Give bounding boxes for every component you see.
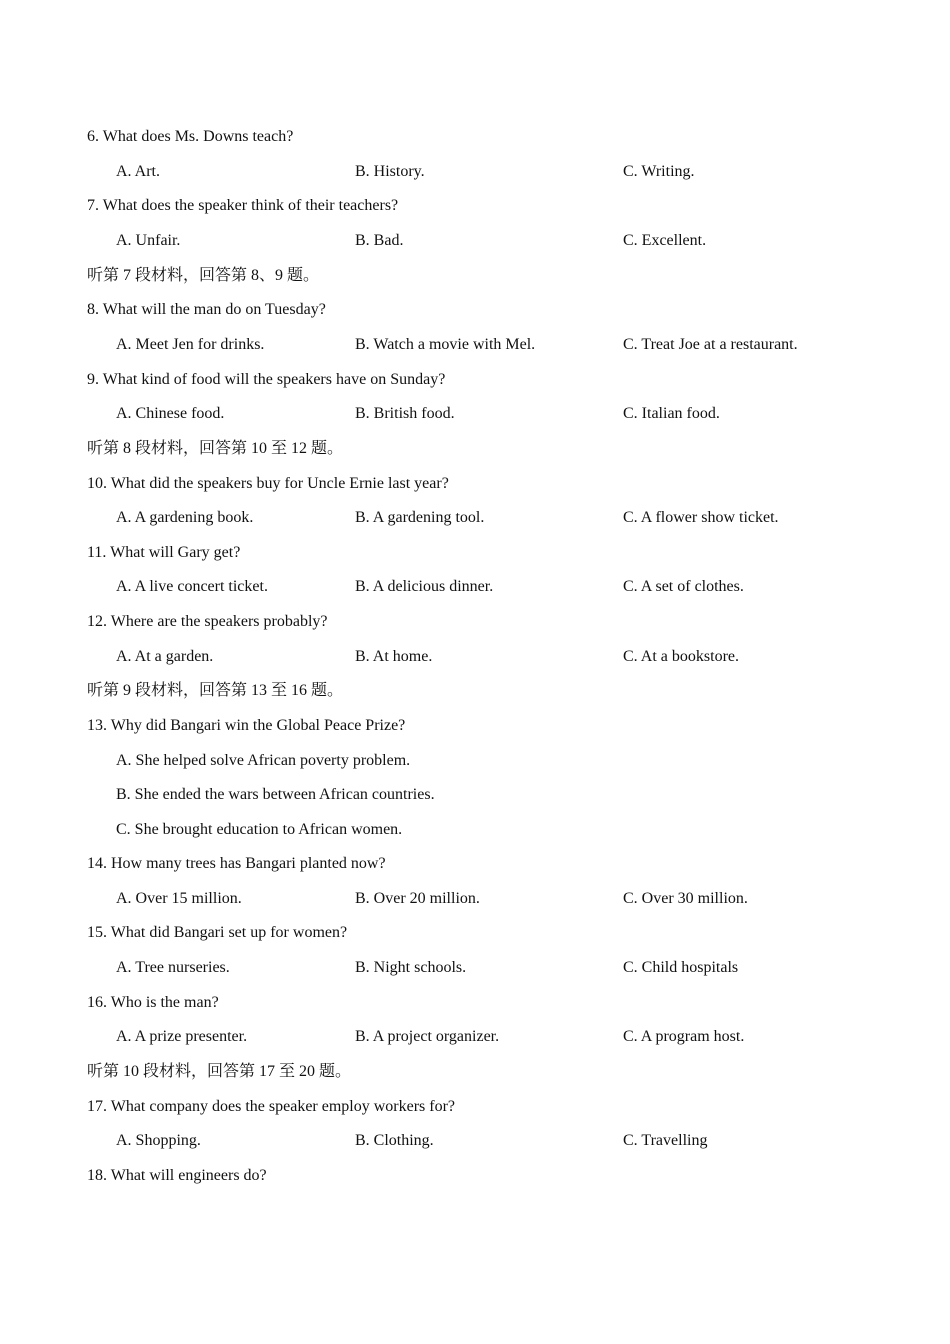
- option-a-13: A. She helped solve African poverty problem.: [116, 752, 411, 769]
- question-18: 18. What will engineers do?: [87, 1167, 267, 1184]
- option-c: C. Italian food.: [623, 405, 720, 422]
- options-row-16: [87, 1026, 867, 1048]
- option-a: A. Shopping.: [116, 1132, 201, 1149]
- option-a: A. At a garden.: [116, 648, 214, 665]
- option-b: B. Bad.: [355, 232, 404, 249]
- option-c: C. Child hospitals: [623, 959, 739, 976]
- question-11: 11. What will Gary get?: [87, 544, 241, 561]
- option-c: C. Travelling: [623, 1132, 708, 1149]
- options-row-12: [87, 646, 867, 668]
- option-a: A. Over 15 million.: [116, 890, 242, 907]
- option-b: B. A project organizer.: [355, 1028, 500, 1045]
- option-a: A. Unfair.: [116, 232, 181, 249]
- section-heading-9: 听第 9 段材料，回答第 13 至 16 题。: [87, 682, 344, 699]
- question-7: 7. What does the speaker think of their teachers?: [87, 197, 399, 214]
- question-16: 16. Who is the man?: [87, 994, 219, 1011]
- section-heading-8: 听第 8 段材料，回答第 10 至 12 题。: [87, 440, 344, 457]
- option-c-13: C. She brought education to African women.: [116, 821, 403, 838]
- option-b: B. A gardening tool.: [355, 509, 485, 526]
- options-row-14: [87, 888, 867, 910]
- option-c: C. At a bookstore.: [623, 648, 739, 665]
- options-row-6: [87, 161, 867, 183]
- question-15: 15. What did Bangari set up for women?: [87, 924, 348, 941]
- option-c: C. A flower show ticket.: [623, 509, 779, 526]
- question-13: 13. Why did Bangari win the Global Peace Prize?: [87, 717, 406, 734]
- option-b-13: B. She ended the wars between African countries.: [116, 786, 435, 803]
- option-a: A. A prize presenter.: [116, 1028, 248, 1045]
- option-b: B. Clothing.: [355, 1132, 434, 1149]
- option-a: A. Chinese food.: [116, 405, 225, 422]
- options-row-9: [87, 403, 867, 425]
- section-heading-10: 听第 10 段材料，回答第 17 至 20 题。: [87, 1063, 352, 1080]
- option-c: C. Treat Joe at a restaurant.: [623, 336, 798, 353]
- options-row-15: [87, 957, 867, 979]
- question-9: 9. What kind of food will the speakers have on Sunday?: [87, 371, 446, 388]
- options-row-11: [87, 576, 867, 598]
- option-c: C. A set of clothes.: [623, 578, 744, 595]
- option-c: C. Excellent.: [623, 232, 707, 249]
- options-row-17: [87, 1130, 867, 1152]
- question-8: 8. What will the man do on Tuesday?: [87, 301, 326, 318]
- option-b: B. A delicious dinner.: [355, 578, 494, 595]
- option-a: A. Tree nurseries.: [116, 959, 230, 976]
- option-b: B. Night schools.: [355, 959, 467, 976]
- option-a: A. A gardening book.: [116, 509, 254, 526]
- question-12: 12. Where are the speakers probably?: [87, 613, 328, 630]
- section-heading-7: 听第 7 段材料，回答第 8、9 题。: [87, 267, 320, 284]
- options-row-10: [87, 507, 867, 529]
- option-b: B. Watch a movie with Mel.: [355, 336, 536, 353]
- option-b: B. History.: [355, 163, 425, 180]
- option-c: C. Writing.: [623, 163, 695, 180]
- option-a: A. Meet Jen for drinks.: [116, 336, 265, 353]
- question-14: 14. How many trees has Bangari planted now?: [87, 855, 386, 872]
- options-row-8: [87, 334, 867, 356]
- options-row-7: [87, 230, 867, 252]
- option-a: A. A live concert ticket.: [116, 578, 268, 595]
- option-b: B. At home.: [355, 648, 433, 665]
- question-17: 17. What company does the speaker employ workers for?: [87, 1098, 456, 1115]
- question-10: 10. What did the speakers buy for Uncle Ernie last year?: [87, 475, 449, 492]
- option-b: B. Over 20 million.: [355, 890, 480, 907]
- option-a: A. Art.: [116, 163, 160, 180]
- option-b: B. British food.: [355, 405, 455, 422]
- question-6: 6. What does Ms. Downs teach?: [87, 128, 294, 145]
- option-c: C. Over 30 million.: [623, 890, 748, 907]
- option-c: C. A program host.: [623, 1028, 745, 1045]
